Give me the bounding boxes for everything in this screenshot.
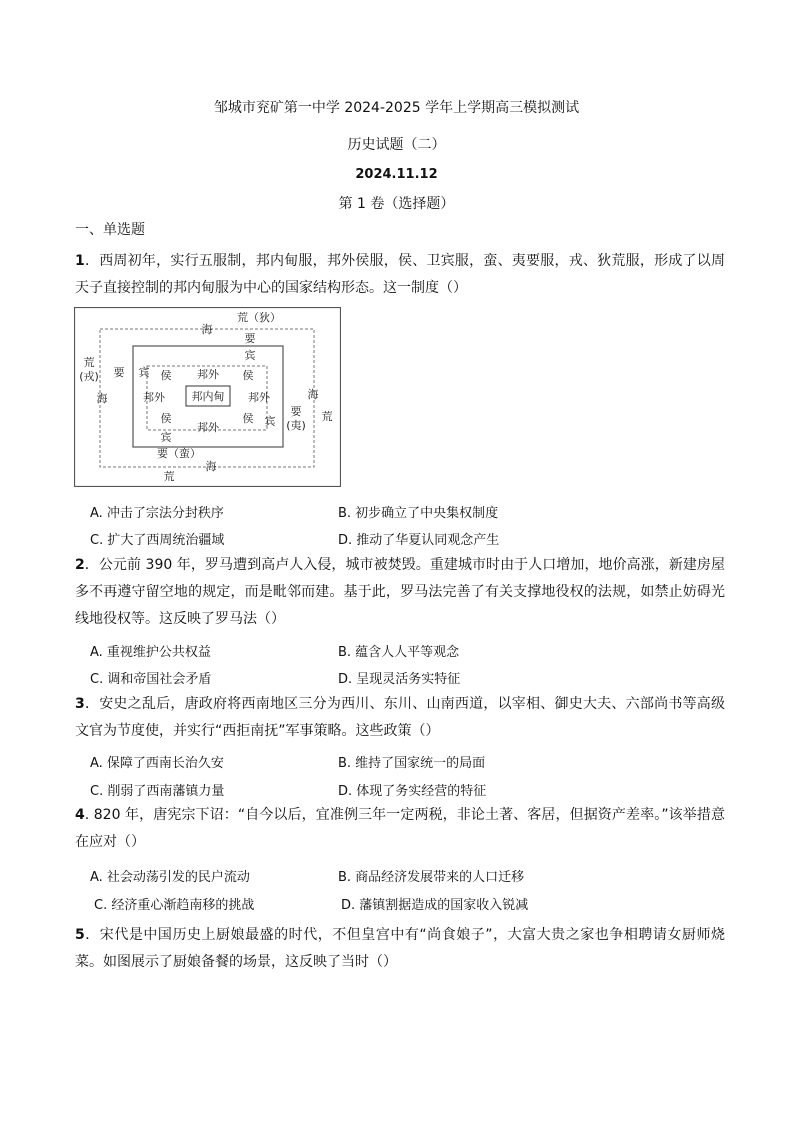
diagram-label-center: 邦内甸 bbox=[191, 390, 225, 403]
q1-option-c: C. 扩大了西周统治疆域 bbox=[90, 533, 225, 548]
q2-option-a: A. 重视维护公共权益 bbox=[90, 645, 211, 660]
diagram-label: 宾 bbox=[264, 415, 276, 428]
q4-option-b: B. 商品经济发展带来的人口迁移 bbox=[338, 870, 525, 885]
diagram-label: 要 bbox=[113, 366, 125, 379]
diagram-label: 宾 bbox=[244, 349, 256, 362]
question-text: ．公元前 390 年，罗马遭到高卢人入侵，城市被焚毁。重建城市时由于人口增加，地价高涨，新建房屋多不再遵守留空地的规定，而是毗邻而建。基于此，罗马法完善了有关支撑地役权的法规，如禁止妨碍光线地役权等。这反映了罗马法（） bbox=[75, 557, 725, 627]
diagram-label: 侯 bbox=[242, 412, 254, 425]
diagram-label: 宾 bbox=[160, 431, 172, 444]
question-5 bbox=[75, 922, 725, 976]
question-1 bbox=[75, 248, 725, 302]
question-text: ．宋代是中国历史上厨娘最盛的时代，不但皇宫中有“尚食娘子”，大富大贵之家也争相聘请女厨师烧菜。如图展示了厨娘备餐的场景，这反映了当时（） bbox=[75, 927, 725, 970]
q4-option-a: A. 社会动荡引发的民户流动 bbox=[90, 870, 250, 885]
diagram-label: 要（蛮） bbox=[157, 447, 201, 460]
q2-option-b: B. 蕴含人人平等观念 bbox=[338, 645, 460, 660]
question-text: ．安史之乱后，唐政府将西南地区三分为西川、东川、山南西道，以宰相、御史大夫、六部尚书等高级文官为节度使，并实行“西拒南抚”军事策略。这些政策（） bbox=[75, 696, 725, 739]
q2-option-c: C. 调和帝国社会矛盾 bbox=[90, 672, 212, 687]
question-number: 4 bbox=[75, 807, 85, 823]
diagram-label: 荒 bbox=[163, 470, 175, 483]
diagram-label: 要 bbox=[290, 405, 302, 418]
diagram-label: 邦外 bbox=[197, 421, 219, 434]
q1-option-b: B. 初步确立了中央集权制度 bbox=[338, 506, 499, 521]
q1-option-d: D. 推动了华夏认同观念产生 bbox=[338, 533, 500, 548]
q3-option-a: A. 保障了西南长治久安 bbox=[90, 756, 224, 771]
diagram-label: 宾 bbox=[138, 366, 150, 379]
question-number: 1 bbox=[75, 253, 85, 269]
diagram-label: 海 bbox=[201, 323, 213, 336]
q3-option-c: C. 削弱了西南藩镇力量 bbox=[90, 784, 225, 799]
q1-option-a: A. 冲击了宗法分封秩序 bbox=[90, 506, 224, 521]
volume-heading: 第 1 卷（选择题） bbox=[338, 196, 455, 212]
exam-date: 2024.11.12 bbox=[355, 167, 438, 182]
five-fu-diagram bbox=[74, 307, 341, 487]
q4-option-d: D. 藩镇割据造成的国家收入锐减 bbox=[341, 898, 529, 913]
diagram-label: 邦外 bbox=[248, 391, 270, 404]
diagram-label: 侯 bbox=[160, 369, 172, 382]
q3-option-b: B. 维持了国家统一的局面 bbox=[338, 756, 486, 771]
diagram-label: 邦外 bbox=[143, 391, 165, 404]
diagram-label: 海 bbox=[96, 392, 108, 405]
q2-option-d: D. 呈现灵活务实特征 bbox=[338, 672, 461, 687]
diagram-label: 侯 bbox=[160, 412, 172, 425]
question-2 bbox=[75, 552, 725, 633]
question-number: 5 bbox=[75, 927, 85, 943]
diagram-label: 海 bbox=[205, 460, 217, 473]
diagram-label: 海 bbox=[307, 388, 319, 401]
q4-option-c: C. 经济重心渐趋南移的挑战 bbox=[94, 898, 255, 913]
section-heading: 一、单选题 bbox=[75, 222, 145, 238]
diagram-label: (戎) bbox=[79, 370, 99, 383]
diagram-label: 荒 bbox=[321, 410, 333, 423]
question-number: 3 bbox=[75, 696, 85, 712]
diagram-label: 侯 bbox=[242, 369, 254, 382]
exam-subtitle: 历史试题（二） bbox=[347, 137, 446, 153]
diagram-label: 要 bbox=[244, 332, 256, 345]
question-4 bbox=[75, 802, 725, 856]
exam-title: 邹城市兖矿第一中学 2024-2025 学年上学期高三模拟测试 bbox=[213, 100, 580, 116]
question-text: . 820 年，唐宪宗下诏：“自今以后，宜准例三年一定两税，非论土著、客居，但据资产差率。”该举措意在应对（） bbox=[75, 807, 725, 850]
question-number: 2 bbox=[75, 557, 85, 573]
diagram-label: 荒（狄） bbox=[237, 311, 281, 324]
question-3 bbox=[75, 691, 725, 745]
q3-option-d: D. 体现了务实经营的特征 bbox=[338, 784, 487, 799]
question-text: ．西周初年，实行五服制，邦内甸服，邦外侯服，侯、卫宾服，蛮、夷要服，戎、狄荒服，形成了以周天子直接控制的邦内甸服为中心的国家结构形态。这一制度（） bbox=[75, 253, 725, 296]
diagram-label: 邦外 bbox=[197, 368, 219, 381]
diagram-label: 荒 bbox=[83, 356, 95, 369]
diagram-label: (夷) bbox=[286, 419, 306, 432]
